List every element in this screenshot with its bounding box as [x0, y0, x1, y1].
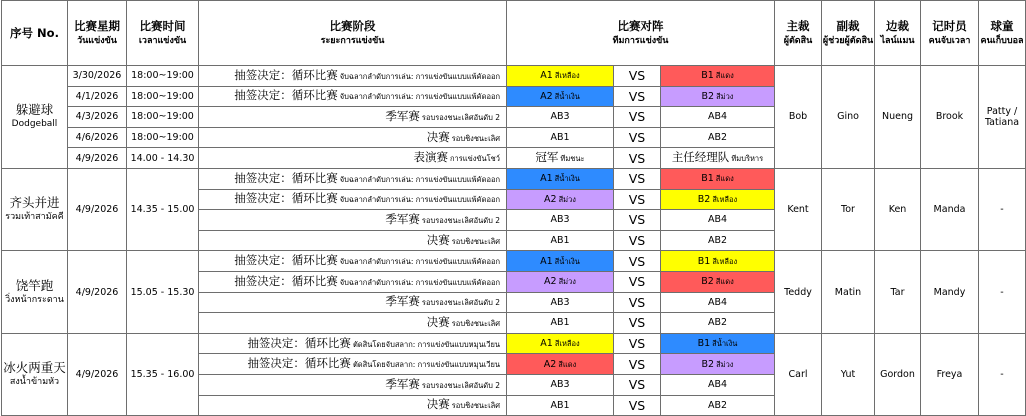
team-a-cell: A1 สีน้ำเงิน	[507, 251, 614, 272]
vs-label: VS	[614, 168, 661, 189]
stage-cell: 决赛 รอบชิงชนะเลิศ	[199, 127, 507, 148]
ballboy-cell: -	[979, 251, 1026, 333]
table-row	[2, 168, 1026, 189]
header-stage: 比赛阶段 ระยะการแข่งขัน	[199, 1, 507, 66]
table-row	[2, 251, 1026, 272]
header-referee: 主裁 ผู้ตัดสิน	[775, 1, 822, 66]
time-cell: 18:00~19:00	[127, 66, 199, 87]
stage-cell: 抽签决定：循环比赛 จับฉลากลำดับการเล่น: การแข่งขันแบบแพ้คัดออก	[199, 66, 507, 87]
linesman-cell: Gordon	[875, 333, 921, 415]
team-a-cell: A2 สีน้ำเงิน	[507, 86, 614, 107]
date-cell: 4/3/2026	[68, 107, 127, 128]
sport-cell: 饶竿跑 วิ่งหน้ากระดาน	[2, 251, 68, 333]
stage-cell: 决赛 รอบชิงชนะเลิศ	[199, 395, 507, 416]
stage-cell: 表演赛 การแข่งขันโชว์	[199, 148, 507, 169]
time-cell: 18:00~19:00	[127, 127, 199, 148]
linesman-cell: Nueng	[875, 66, 921, 169]
assistant-cell: Tor	[822, 168, 875, 250]
header-assistant: 副裁 ผู้ช่วยผู้ตัดสิน	[822, 1, 875, 66]
referee-cell: Teddy	[775, 251, 822, 333]
date-cell: 4/1/2026	[68, 86, 127, 107]
vs-label: VS	[614, 127, 661, 148]
vs-label: VS	[614, 148, 661, 169]
team-a-cell: A2 สีแดง	[507, 354, 614, 375]
header-ballboy: 球童 คนเก็บบอล	[979, 1, 1026, 66]
linesman-cell: Ken	[875, 168, 921, 250]
schedule-table	[1, 0, 1026, 416]
header-week: 比赛星期 วันแข่งขัน	[68, 1, 127, 66]
referee-cell: Carl	[775, 333, 822, 415]
time-cell: 18:00~19:00	[127, 107, 199, 128]
vs-label: VS	[614, 189, 661, 210]
stage-cell: 抽签决定：循环比赛 ตัดสินโดยจับสลาก: การแข่งขันแบบหมุนเวียน	[199, 354, 507, 375]
time-cell: 15.05 - 15.30	[127, 251, 199, 333]
table-row	[2, 66, 1026, 87]
team-a-cell: AB3	[507, 210, 614, 231]
date-cell: 4/9/2026	[68, 168, 127, 250]
header-timekeeper: 记时员 คนจับเวลา	[921, 1, 979, 66]
stage-cell: 抽签决定：循环比赛 จับฉลากลำดับการเล่น: การแข่งขันแบบแพ้คัดออก	[199, 168, 507, 189]
date-cell: 4/6/2026	[68, 127, 127, 148]
timekeeper-cell: Mandy	[921, 251, 979, 333]
team-a-cell: AB3	[507, 107, 614, 128]
stage-cell: 抽签决定：循环比赛 จับฉลากลำดับการเล่น: การแข่งขันแบบแพ้คัดออก	[199, 86, 507, 107]
team-b-cell: B2 สีแดง	[661, 271, 775, 292]
timekeeper-cell: Brook	[921, 66, 979, 169]
vs-label: VS	[614, 107, 661, 128]
team-a-cell: A2 สีม่วง	[507, 189, 614, 210]
stage-cell: 决赛 รอบชิงชนะเลิศ	[199, 230, 507, 251]
team-a-cell: A1 สีเหลือง	[507, 333, 614, 354]
time-cell: 18:00~19:00	[127, 86, 199, 107]
team-a-cell: AB1	[507, 313, 614, 334]
time-cell: 15.35 - 16.00	[127, 333, 199, 415]
team-b-cell: B2 สีม่วง	[661, 354, 775, 375]
vs-label: VS	[614, 251, 661, 272]
team-b-cell: AB4	[661, 292, 775, 313]
team-b-cell: AB2	[661, 395, 775, 416]
timekeeper-cell: Freya	[921, 333, 979, 415]
team-b-cell: AB2	[661, 313, 775, 334]
team-b-cell: B1 สีแดง	[661, 66, 775, 87]
time-cell: 14.00 - 14.30	[127, 148, 199, 169]
ballboy-cell: -	[979, 168, 1026, 250]
table-row	[2, 333, 1026, 354]
vs-label: VS	[614, 374, 661, 395]
team-a-cell: A1 สีน้ำเงิน	[507, 168, 614, 189]
header-seq: 序号 No.	[2, 1, 68, 66]
assistant-cell: Yut	[822, 333, 875, 415]
stage-cell: 季军赛 รอบรองชนะเลิศอันดับ 2	[199, 292, 507, 313]
sport-cell: 齐头并进 รวมเท้าสามัคคี	[2, 168, 68, 250]
stage-cell: 抽签决定：循环比赛 จับฉลากลำดับการเล่น: การแข่งขันแบบแพ้คัดออก	[199, 251, 507, 272]
time-cell: 14.35 - 15.00	[127, 168, 199, 250]
ballboy-cell: Patty / Tatiana	[979, 66, 1026, 169]
team-b-cell: B1 สีแดง	[661, 168, 775, 189]
timekeeper-cell: Manda	[921, 168, 979, 250]
stage-cell: 季军赛 รอบรองชนะเลิศอันดับ 2	[199, 374, 507, 395]
team-a-cell: AB3	[507, 374, 614, 395]
team-b-cell: AB4	[661, 210, 775, 231]
sport-cell: 冰火两重天 สงน้ำข้ามหัว	[2, 333, 68, 415]
date-cell: 3/30/2026	[68, 66, 127, 87]
team-a-cell: AB1	[507, 230, 614, 251]
team-a-cell: AB3	[507, 292, 614, 313]
team-b-cell: 主任经理队 ทีมบริหาร	[661, 148, 775, 169]
vs-label: VS	[614, 313, 661, 334]
sport-cell: 躲避球 Dodgeball	[2, 66, 68, 169]
vs-label: VS	[614, 395, 661, 416]
linesman-cell: Tar	[875, 251, 921, 333]
stage-cell: 抽签决定：循环比赛 ตัดสินโดยจับสลาก: การแข่งขันแบบหมุนเวียน	[199, 333, 507, 354]
team-a-cell: 冠军 ทีมชนะ	[507, 148, 614, 169]
team-b-cell: B1 สีน้ำเงิน	[661, 333, 775, 354]
stage-cell: 抽签决定：循环比赛 จับฉลากลำดับการเล่น: การแข่งขันแบบแพ้คัดออก	[199, 189, 507, 210]
team-b-cell: AB2	[661, 127, 775, 148]
ballboy-cell: -	[979, 333, 1026, 415]
header-time: 比赛时间 เวลาแข่งขัน	[127, 1, 199, 66]
stage-cell: 决赛 รอบชิงชนะเลิศ	[199, 313, 507, 334]
header-match: 比赛对阵 ทีมการแข่งขัน	[507, 1, 775, 66]
team-b-cell: B1 สีเหลือง	[661, 251, 775, 272]
stage-cell: 季军赛 รอบรองชนะเลิศอันดับ 2	[199, 210, 507, 231]
referee-cell: Bob	[775, 66, 822, 169]
stage-cell: 抽签决定：循环比赛 จับฉลากลำดับการเล่น: การแข่งขันแบบแพ้คัดออก	[199, 271, 507, 292]
vs-label: VS	[614, 333, 661, 354]
assistant-cell: Gino	[822, 66, 875, 169]
date-cell: 4/9/2026	[68, 251, 127, 333]
header-row	[2, 1, 1026, 66]
header-linesman: 边裁 ไลน์แมน	[875, 1, 921, 66]
referee-cell: Kent	[775, 168, 822, 250]
team-a-cell: A2 สีม่วง	[507, 271, 614, 292]
team-a-cell: A1 สีเหลือง	[507, 66, 614, 87]
team-b-cell: AB4	[661, 374, 775, 395]
team-b-cell: B2 สีม่วง	[661, 86, 775, 107]
team-b-cell: AB4	[661, 107, 775, 128]
vs-label: VS	[614, 210, 661, 231]
team-a-cell: AB1	[507, 127, 614, 148]
vs-label: VS	[614, 66, 661, 87]
vs-label: VS	[614, 292, 661, 313]
team-b-cell: B2 สีเหลือง	[661, 189, 775, 210]
team-a-cell: AB1	[507, 395, 614, 416]
vs-label: VS	[614, 230, 661, 251]
date-cell: 4/9/2026	[68, 333, 127, 415]
vs-label: VS	[614, 271, 661, 292]
assistant-cell: Matin	[822, 251, 875, 333]
vs-label: VS	[614, 354, 661, 375]
vs-label: VS	[614, 86, 661, 107]
date-cell: 4/9/2026	[68, 148, 127, 169]
stage-cell: 季军赛 รอบรองชนะเลิศอันดับ 2	[199, 107, 507, 128]
team-b-cell: AB2	[661, 230, 775, 251]
